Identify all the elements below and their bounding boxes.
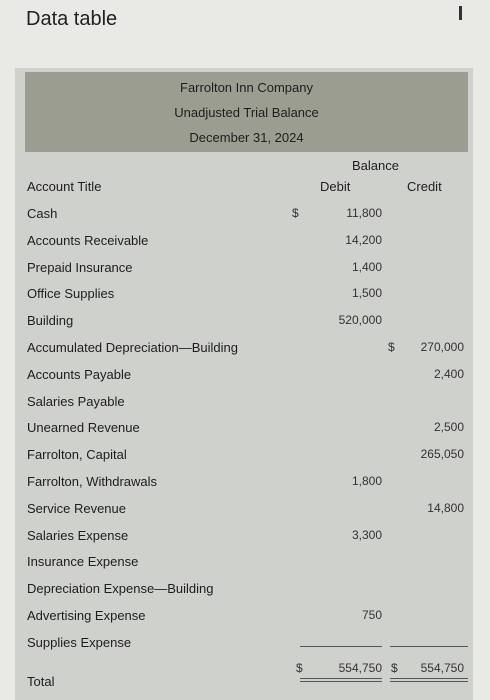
account-title: Insurance Expense [27, 554, 139, 569]
table-row [0, 340, 490, 366]
debit-dollar-sign: $ [292, 206, 299, 220]
table-row [0, 474, 490, 500]
table-row [0, 501, 490, 527]
account-title: Accumulated Depreciation—Building [27, 340, 239, 355]
statement-name: Unadjusted Trial Balance [174, 105, 319, 120]
table-row [0, 635, 490, 661]
account-title: Office Supplies [27, 286, 115, 301]
credit-subtotal-rule [390, 646, 468, 647]
table-row [0, 233, 490, 259]
table-row [0, 313, 490, 339]
debit-amount: 11,800 [346, 206, 382, 220]
account-title: Farrolton, Capital [27, 447, 127, 462]
account-title: Farrolton, Withdrawals [27, 474, 158, 489]
table-row [0, 206, 490, 232]
table-row [0, 608, 490, 634]
total-debit: 554,750 [338, 661, 382, 675]
total-credit: 554,750 [420, 661, 464, 675]
credit-amount: 2,500 [433, 420, 464, 434]
credit-amount: 265,050 [420, 447, 464, 461]
debit-amount: 14,200 [345, 233, 382, 247]
debit-total-rule-2 [300, 681, 382, 682]
account-title: Depreciation Expense—Building [27, 581, 214, 596]
total-label: Total [27, 674, 55, 689]
account-title: Advertising Expense [27, 608, 146, 623]
debit-amount: 1,500 [351, 286, 382, 300]
debit-amount: 3,300 [351, 528, 382, 542]
account-title-header: Account Title [27, 179, 102, 194]
table-row [0, 394, 490, 420]
account-title: Service Revenue [27, 501, 126, 516]
credit-header: Credit [407, 179, 442, 194]
credit-total-rule-1 [390, 678, 468, 679]
account-title: Accounts Receivable [27, 233, 149, 248]
credit-total-rule-2 [390, 681, 468, 682]
account-title: Salaries Expense [27, 528, 129, 543]
debit-subtotal-rule [300, 646, 382, 647]
table-row [0, 528, 490, 554]
table-row [0, 447, 490, 473]
debit-amount: 750 [361, 608, 382, 622]
account-title: Cash [27, 206, 58, 221]
balance-group-header: Balance [352, 158, 399, 173]
table-row [0, 367, 490, 393]
total-debit-dollar: $ [296, 661, 303, 675]
account-title: Accounts Payable [27, 367, 132, 382]
table-row [0, 260, 490, 286]
credit-amount: 270,000 [420, 340, 464, 354]
company-name: Farrolton Inn Company [180, 80, 313, 95]
account-title: Prepaid Insurance [27, 260, 133, 275]
statement-date: December 31, 2024 [189, 130, 304, 145]
debit-header: Debit [320, 179, 351, 194]
table-row [0, 286, 490, 312]
table-row [0, 581, 490, 607]
table-row [0, 554, 490, 580]
account-title: Unearned Revenue [27, 420, 140, 435]
debit-amount: 1,400 [351, 260, 382, 274]
window-title: Data table [26, 8, 118, 30]
debit-amount: 1,800 [351, 474, 382, 488]
account-title: Supplies Expense [27, 635, 132, 650]
minimize-icon[interactable] [459, 6, 462, 20]
debit-total-rule-1 [300, 678, 382, 679]
credit-dollar-sign: $ [388, 340, 395, 354]
table-row [0, 420, 490, 446]
credit-amount: 14,800 [427, 501, 464, 515]
account-title: Salaries Payable [27, 394, 125, 409]
total-credit-dollar: $ [391, 661, 398, 675]
credit-amount: 2,400 [433, 367, 464, 381]
debit-amount: 520,000 [338, 313, 382, 327]
account-title: Building [27, 313, 74, 328]
